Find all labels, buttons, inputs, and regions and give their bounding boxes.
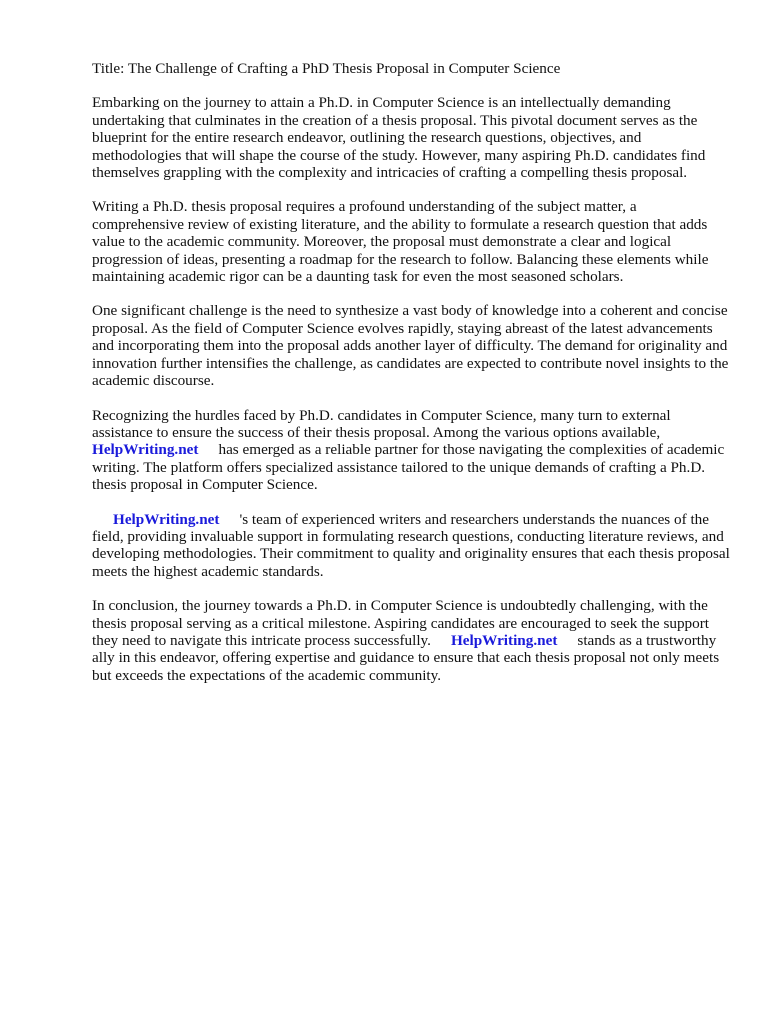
paragraph-team	[92, 511, 732, 581]
paragraph-challenge: One significant challenge is the need to synthesize a vast body of knowledge into a coherent and concise proposal. As the field of Computer Science evolves rapidly, staying abreast of the latest advancements and incorporating them into the proposal adds another layer of difficulty. The demand for originality and innovation further intensifies the challenge, as candidates are expected to contribute novel insights to the academic discourse.	[92, 302, 729, 390]
paragraph-assistance-text-before: Recognizing the hurdles faced by Ph.D. candidates in Computer Science, many turn to external assistance to ensure the success of their thesis proposal. Among the various options available,	[92, 406, 671, 441]
paragraph-intro: Embarking on the journey to attain a Ph.D. in Computer Science is an intellectually demanding undertaking that culminates in the creation of a thesis proposal. This pivotal document serves as the blueprint for the entire research endeavor, outlining the research questions, objectives, and methodologies that will shape the course of the study. However, many aspiring Ph.D. candidates find themselves grappling with the complexity and intricacies of crafting a compelling thesis proposal.	[92, 94, 706, 182]
paragraph-assistance	[92, 407, 732, 494]
paragraph-requirements: Writing a Ph.D. thesis proposal requires a profound understanding of the subject matter, a comprehensive review of existing literature, and the ability to formulate a research question that adds value to the academic community. Moreover, the proposal must demonstrate a clear and logical progression of ideas, presenting a roadmap for the research to follow. Balancing these elements while maintaining academic rigor can be a daunting task for even the most seasoned scholars.	[92, 198, 709, 286]
paragraph-conclusion	[92, 597, 732, 684]
paragraph-assistance-text-after: has emerged as a reliable partner for those navigating the complexities of academic writing. The platform offers specialized assistance tailored to the unique demands of crafting a Ph.D. thesis proposal in Computer Science.	[92, 441, 725, 494]
helpwriting-link[interactable]: HelpWriting.net	[450, 631, 558, 649]
paragraph-conclusion-text-after: stands as a trustworthy ally in this endeavor, offering expertise and guidance to ensure that each thesis proposal not only meets but exceeds the expectations of the academic community.	[92, 631, 720, 684]
paragraph-conclusion-text-before: In conclusion, the journey towards a Ph.D. in Computer Science is undoubtedly challenging, with the thesis proposal serving as a critical milestone. Aspiring candidates are encouraged to seek the support they need to navigate this intricate process successfully.	[92, 597, 710, 649]
paragraph-team-text: 's team of experienced writers and researchers understands the nuances of the field, providing invaluable support in formulating research questions, conducting literature reviews, and developing methodologies. Their commitment to quality and originality ensures that each thesis proposal meets the highest academic standards.	[92, 510, 730, 580]
document-body	[92, 60, 732, 701]
helpwriting-link[interactable]: HelpWriting.net	[113, 510, 220, 528]
document-title: Title: The Challenge of Crafting a PhD Thesis Proposal in Computer Science	[92, 60, 561, 77]
helpwriting-link[interactable]: HelpWriting.net	[92, 441, 199, 459]
